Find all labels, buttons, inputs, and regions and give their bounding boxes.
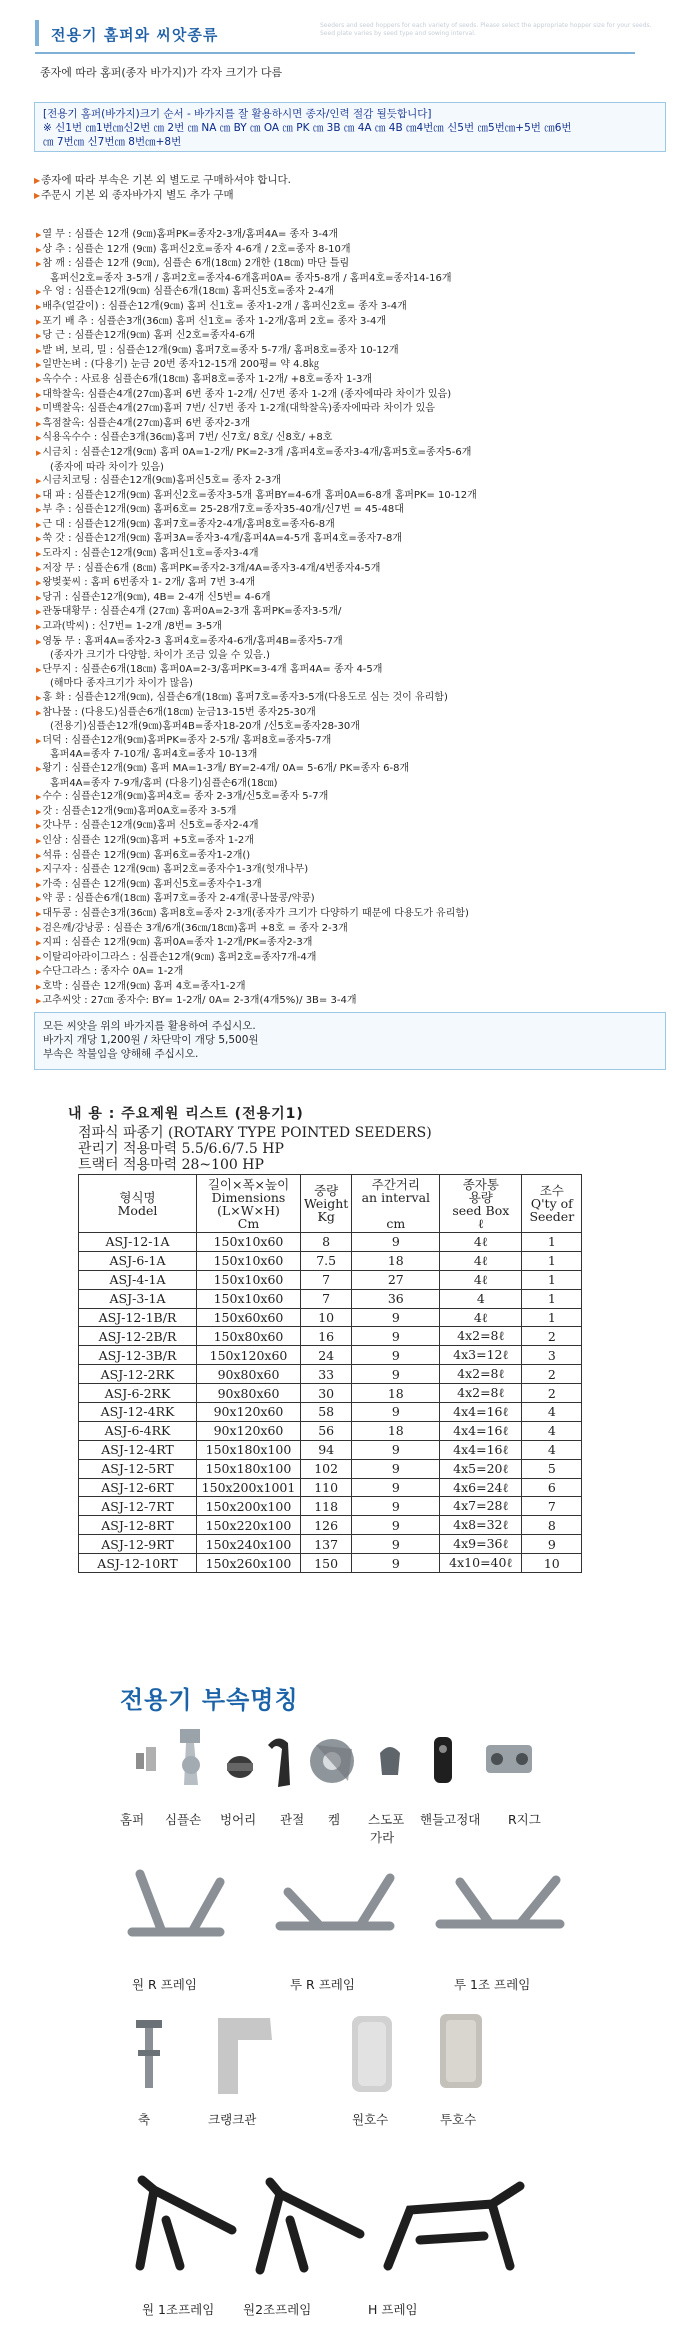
spec-table-row bbox=[79, 1554, 582, 1573]
part-label: 가라 bbox=[370, 1830, 395, 1845]
two-r-frame-image bbox=[280, 1878, 390, 1926]
part-label: 스도포 bbox=[368, 1812, 405, 1827]
seed-list-item: ▶ 대학찰옥: 심플손4개(27㎝)홈퍼 6번 종자 1-2개/ 신7번 종자 1-2개 (종자에따라 차이가 있음) bbox=[36, 388, 676, 403]
seed-list-item: ▶ 당 근 : 심플손12개(9㎝) 홈퍼 신2호=종자4-6개 bbox=[36, 329, 676, 344]
seed-list-item: (해마다 종자크기가 차이가 많음) bbox=[50, 678, 193, 690]
spec-table-cell: 1 bbox=[522, 1270, 582, 1289]
spec-table-cell: 150x200x100 bbox=[197, 1497, 301, 1516]
part-label: 원2조프레임 bbox=[243, 2302, 312, 2317]
one-hosu-image bbox=[352, 2016, 392, 2092]
spec-table-row bbox=[79, 1233, 582, 1252]
spec-table-cell: 150x180x100 bbox=[197, 1440, 301, 1459]
spec-table-cell: 4 bbox=[522, 1403, 582, 1422]
spec-table-cell: 10 bbox=[301, 1308, 352, 1327]
spec-table-cell: 150x220x100 bbox=[197, 1516, 301, 1535]
seed-list-item: ▶ 영동 무 : 홈퍼4A=종자2-3 홈퍼4호=종자4-6개/홈퍼4B=종자5-7개 bbox=[36, 635, 676, 650]
spec-table-cell: 4x2=8ℓ bbox=[440, 1384, 522, 1403]
spec-table-cell: ASJ-12-2RK bbox=[79, 1365, 197, 1384]
seed-list-item: ▶ 저장 무 : 심플손6개 (8㎝) 홈퍼PK=종자2-3개/4A=종자3-4개/4번종자4-5개 bbox=[36, 562, 676, 577]
spec-table-cell: 9 bbox=[352, 1308, 440, 1327]
spec-table-cell: ASJ-12-1A bbox=[79, 1233, 197, 1252]
spec-table-cell: 90x120x60 bbox=[197, 1421, 301, 1440]
spec-table-cell: 150x260x100 bbox=[197, 1554, 301, 1573]
seed-list-item: ▶ 인삼 : 심플손 12개(9㎝)홈퍼 +5호=종자 1-2개 bbox=[36, 834, 676, 849]
spec-table-cell: 33 bbox=[301, 1365, 352, 1384]
spec-table-cell: ASJ-6-4RK bbox=[79, 1421, 197, 1440]
spec-table-cell: 4 bbox=[522, 1421, 582, 1440]
spec-table-cell: 27 bbox=[352, 1270, 440, 1289]
spec-table-cell: 126 bbox=[301, 1516, 352, 1535]
spec-table-cell: 4x6=24ℓ bbox=[440, 1478, 522, 1497]
seed-list-item: ▶ 열 무 : 심플손 12개 (9㎝)홈퍼PK=종자2-3개/홈퍼4A= 종자 3-4개 bbox=[36, 228, 676, 243]
spec-table-cell: 90x80x60 bbox=[197, 1365, 301, 1384]
seed-list-item: ▶ 옥수수 : 사료용 심플손6개(18㎝) 홈퍼8호=종자 1-2개/ +8호=종자 1-3개 bbox=[36, 373, 676, 388]
spec-line: 관리기 적용마력 5.5/6.6/7.5 HP bbox=[78, 1141, 284, 1157]
seed-list-item: ▶ 수수 : 심플손12개(9㎝)홈퍼4호= 종자 2-3개/신5호=종자 5-7개 bbox=[36, 790, 676, 805]
seed-list-item: ▶ 약 콩 : 심플손6개(18㎝) 홈퍼7호=종자 2-4개(콩나물콩/약콩) bbox=[36, 892, 676, 907]
spec-table-cell: 9 bbox=[352, 1497, 440, 1516]
part-label: 크랭크관 bbox=[208, 2112, 257, 2127]
seed-list-item: ▶ 수단그라스 : 종자수 0A= 1-2개 bbox=[36, 965, 676, 980]
hopper-order-line1: [전용기 홈퍼(바가지)크기 순서 - 바가지를 잘 활용하시면 종자/인력 절감 될듯합니다] bbox=[43, 108, 432, 120]
seed-list-item: ▶ 홍 화 : 심플손12개(9㎝), 심플손6개(18㎝) 홈퍼7호=종자3-5개(다용도로 심는 것이 유리함) bbox=[36, 691, 676, 706]
spec-table-cell: 4x2=8ℓ bbox=[440, 1365, 522, 1384]
hopper-order-line3: ㎝ 7번㎝ 신7번㎝ 8번㎝+8번 bbox=[43, 136, 182, 148]
seed-list-item: ▶ 지피 : 심플손 12개(9㎝) 홈퍼0A=종자 1-2개/PK=종자2-3개 bbox=[36, 936, 676, 951]
seed-list-item: ▶ 밭 벼, 보리, 밀 : 심플손12개(9㎝) 홈퍼7호=종자 5-7개/ 홈퍼8호=종자 10-12개 bbox=[36, 344, 676, 359]
seed-list-item: ▶ 배추(얼갈이) : 심플손12개(9㎝) 홈퍼 신1호= 종자1-2개 / 홈퍼신2호= 종자 3-4개 bbox=[36, 300, 676, 315]
note-item: ▶ 종자에 따라 부속은 기본 외 별도로 구매하셔야 합니다. bbox=[34, 173, 291, 188]
seed-list-item: ▶ 도라지 : 심플손12개(9㎝) 홈퍼신1호=종자3-4개 bbox=[36, 547, 676, 562]
spec-table-cell: 9 bbox=[352, 1516, 440, 1535]
part-label: R지그 bbox=[508, 1812, 541, 1827]
spec-table-cell: 118 bbox=[301, 1497, 352, 1516]
seed-list-item: ▶ 시금치 : 심플손12개(9㎝) 홈퍼 0A=1-2개/ PK=2-3개 /홈퍼4호=종자3-4개/홈퍼5호=종자5-6개 bbox=[36, 446, 676, 461]
spec-table-cell: 4x3=12ℓ bbox=[440, 1346, 522, 1365]
spec-table-cell: 36 bbox=[352, 1289, 440, 1308]
seed-list-item: ▶ 참나물 : (다용도)심플손6개(18㎝) 눈금13-15번 종자25-30개 bbox=[36, 706, 676, 721]
rjig-image bbox=[486, 1745, 532, 1773]
spec-table-cell: 9 bbox=[352, 1440, 440, 1459]
spec-table-row bbox=[79, 1308, 582, 1327]
spec-table-row bbox=[79, 1365, 582, 1384]
part-label: H 프레임 bbox=[368, 2302, 418, 2317]
spec-table-cell: 30 bbox=[301, 1384, 352, 1403]
spec-table-row bbox=[79, 1478, 582, 1497]
spec-table-row bbox=[79, 1459, 582, 1478]
spec-table-cell: 9 bbox=[352, 1327, 440, 1346]
seed-list-item: ▶ 당귀 : 심플손12개(9㎝), 4B= 2-4개 신5번= 4-6개 bbox=[36, 591, 676, 606]
spec-table-cell: 1 bbox=[522, 1251, 582, 1270]
header-accent-bar bbox=[35, 20, 39, 46]
spec-table-cell: 4ℓ bbox=[440, 1270, 522, 1289]
seed-list bbox=[36, 228, 676, 1009]
spec-table-cell: 9 bbox=[352, 1346, 440, 1365]
spec-table-cell: 9 bbox=[522, 1535, 582, 1554]
cam-image bbox=[310, 1739, 354, 1783]
spec-table-cell: ASJ-12-2B/R bbox=[79, 1327, 197, 1346]
spec-table-cell: 9 bbox=[352, 1554, 440, 1573]
spec-table-row bbox=[79, 1516, 582, 1535]
parts-row3-images bbox=[120, 2010, 520, 2100]
spec-table-cell: ASJ-12-9RT bbox=[79, 1535, 197, 1554]
spec-table-cell: 9 bbox=[352, 1478, 440, 1497]
seed-list-item: ▶ 지구자 : 심플손 12개(9㎝) 홈퍼2호=종자수1-3개(헛개나무) bbox=[36, 863, 676, 878]
spec-table-row bbox=[79, 1421, 582, 1440]
spec-table-cell: 150x60x60 bbox=[197, 1308, 301, 1327]
seed-list-item: (종자에 따라 차이가 있음) bbox=[50, 461, 164, 473]
spec-table-cell: 150 bbox=[301, 1554, 352, 1573]
spec-table-cell: 4x8=32ℓ bbox=[440, 1516, 522, 1535]
spec-table-cell: 150x10x60 bbox=[197, 1270, 301, 1289]
seed-list-item: ▶ 일반논벼 : (다용기) 눈금 20번 종자12-15개 200평= 약 4.8㎏ bbox=[36, 358, 676, 373]
spec-table-cell: 4ℓ bbox=[440, 1251, 522, 1270]
seed-list-item: ▶ 대 파 : 심플손12개(9㎝) 홈퍼신2호=종자3-5개 홈퍼BY=4-6개 홈퍼0A=6-8개 홈퍼PK= 10-12개 bbox=[36, 489, 676, 504]
spec-table-cell: 4x10=40ℓ bbox=[440, 1554, 522, 1573]
seed-list-item: ▶ 더덕 : 심플손12개(9㎝)홈퍼PK=종자 2-5개/ 홈퍼8호=종자5-7개 bbox=[36, 734, 676, 749]
spec-table-cell: 18 bbox=[352, 1421, 440, 1440]
part-label: 투 R 프레임 bbox=[290, 1977, 355, 1992]
part-label: 관절 bbox=[280, 1812, 305, 1827]
spec-table-cell: 2 bbox=[522, 1327, 582, 1346]
spec-table-cell: ASJ-12-4RK bbox=[79, 1403, 197, 1422]
th-qty: 조수 Q'ty of Seeder bbox=[522, 1175, 582, 1233]
spec-table-cell: 5 bbox=[522, 1459, 582, 1478]
crank-tube-image bbox=[218, 2018, 272, 2094]
part-label: 축 bbox=[138, 2112, 151, 2127]
spec-table-row bbox=[79, 1346, 582, 1365]
seed-list-item: 홈퍼4A=종자 7-10개/ 홈퍼4호=종자 10-13개 bbox=[50, 749, 258, 761]
note-item: ▶ 주문시 기본 외 종자바가지 별도 추가 구매 bbox=[34, 188, 291, 203]
spec-table-row bbox=[79, 1440, 582, 1459]
spec-table-cell: ASJ-12-3B/R bbox=[79, 1346, 197, 1365]
stopper-image bbox=[380, 1747, 400, 1775]
spec-table-cell: 90x80x60 bbox=[197, 1384, 301, 1403]
page-title: 전용기 홈퍼와 씨앗종류 bbox=[51, 26, 219, 44]
seed-list-item: ▶ 흑점찰옥: 심플손4개(27㎝)홈퍼 6번 종자2-3개 bbox=[36, 417, 676, 432]
spec-table-cell: 9 bbox=[352, 1459, 440, 1478]
notice-box bbox=[34, 1012, 666, 1070]
spec-table-cell: 8 bbox=[301, 1233, 352, 1252]
spec-table-cell: 150x80x60 bbox=[197, 1327, 301, 1346]
seed-list-item: ▶ 미백찰옥: 심플손4개(27㎝)홈퍼 7번/ 신7번 종자 1-2개(대학찰옥)종자에따라 차이가 있음 bbox=[36, 402, 676, 417]
seed-list-item: ▶ 고과(박씨) : 신7번= 1-2개 /8번= 3-5개 bbox=[36, 620, 676, 635]
spec-table-cell: 1 bbox=[522, 1233, 582, 1252]
seed-list-item: 홈퍼4A=종자 7-9개/홈퍼 (다용기)심플손6개(18㎝) bbox=[50, 777, 278, 789]
spec-table-cell: 150x10x60 bbox=[197, 1233, 301, 1252]
seed-list-item: ▶ 왕벚꽃씨 : 홈퍼 6번종자 1- 2개/ 홈퍼 7번 3-4개 bbox=[36, 576, 676, 591]
seed-list-item: ▶ 고추씨앗 : 27㎝ 종자수: BY= 1-2개/ 0A= 2-3개(4개5%)/ 3B= 3-4개 bbox=[36, 994, 676, 1009]
spec-table-cell: 7 bbox=[301, 1289, 352, 1308]
spec-table-cell: 7.5 bbox=[301, 1251, 352, 1270]
parts-row1-images bbox=[128, 1725, 598, 1805]
spec-table-cell: 137 bbox=[301, 1535, 352, 1554]
spec-table-row bbox=[79, 1270, 582, 1289]
part-label: 원 1조프레임 bbox=[142, 2302, 215, 2317]
th-weight: 중량 Weight Kg bbox=[301, 1175, 352, 1233]
spec-table-cell: 4ℓ bbox=[440, 1308, 522, 1327]
spec-table-cell: ASJ-4-1A bbox=[79, 1270, 197, 1289]
spec-table-cell: 56 bbox=[301, 1421, 352, 1440]
seed-list-item: (전용기)심플손12개(9㎝)홈퍼4B=종자18-20개 /신5호=종자28-30개 bbox=[50, 721, 360, 733]
seed-list-item: ▶ 호박 : 심플손 12개(9㎝) 홈퍼 4호=종자1-2개 bbox=[36, 980, 676, 995]
spec-table-cell: 150x10x60 bbox=[197, 1251, 301, 1270]
seed-list-item: 홈퍼신2호=종자 3-5개 / 홈퍼2호=종자4-6개홈퍼0A= 종자5-8개 / 홈퍼4호=종자14-16개 bbox=[50, 272, 452, 284]
spec-table-row bbox=[79, 1384, 582, 1403]
spec-table-cell: 4 bbox=[522, 1440, 582, 1459]
header-faint-text: Seeders and seed hoppers for each variety of seeds. Please select the appropriate hopper size for your seeds. Seed plate varies by seed type and sowing interval. bbox=[320, 22, 652, 37]
spec-table-cell: 4x4=16ℓ bbox=[440, 1440, 522, 1459]
spec-table-cell: ASJ-12-5RT bbox=[79, 1459, 197, 1478]
seed-list-item: ▶ 쑥 갓 : 심플손12개(9㎝) 홈퍼3A=종자3-4개/홈퍼4A=4-5개 홈퍼4호=종자7-8개 bbox=[36, 532, 676, 547]
spec-table-row bbox=[79, 1327, 582, 1346]
h-frame-image bbox=[388, 2186, 520, 2266]
spec-table-cell: 4x2=8ℓ bbox=[440, 1327, 522, 1346]
spec-table-cell: 2 bbox=[522, 1384, 582, 1403]
spec-table-cell: 4x7=28ℓ bbox=[440, 1497, 522, 1516]
spec-table-cell: ASJ-12-8RT bbox=[79, 1516, 197, 1535]
spec-table-cell: 102 bbox=[301, 1459, 352, 1478]
spec-table-cell: 4x5=20ℓ bbox=[440, 1459, 522, 1478]
spec-table-cell: 150x240x100 bbox=[197, 1535, 301, 1554]
spec-table-cell: 9 bbox=[352, 1365, 440, 1384]
intro-text: 종자에 따라 홈퍼(종자 바가지)가 각자 크기가 다름 bbox=[40, 66, 283, 79]
spec-table-cell: 16 bbox=[301, 1327, 352, 1346]
seed-list-item: ▶ 갓 : 심플손12개(9㎝)홈퍼0A호=종자 3-5개 bbox=[36, 805, 676, 820]
seed-list-item: ▶ 이탈리아라이그라스 : 심플손12개(9㎝) 홈퍼2호=종자7개-4개 bbox=[36, 951, 676, 966]
spec-table-row bbox=[79, 1289, 582, 1308]
part-label: 투호수 bbox=[440, 2112, 477, 2127]
notice-line: 모든 씨앗을 위의 바가지를 활용하여 주십시오. bbox=[43, 1020, 256, 1032]
spec-table-row bbox=[79, 1535, 582, 1554]
simpleson-image bbox=[180, 1729, 200, 1785]
hopper-order-box bbox=[34, 102, 666, 152]
seed-list-item: ▶ 가죽 : 심플손 12개(9㎝) 홈퍼신5호=종자수1-3개 bbox=[36, 878, 676, 893]
shaft-image bbox=[136, 2020, 162, 2088]
spec-table-cell: 9 bbox=[352, 1535, 440, 1554]
parts-row2-images bbox=[120, 1862, 590, 1962]
part-label: 원호수 bbox=[352, 2112, 389, 2127]
th-model: 형식명 Model bbox=[79, 1175, 197, 1233]
notice-line: 바가지 개당 1,200원 / 차단막이 개당 5,500원 bbox=[43, 1034, 259, 1046]
two-hosu-image bbox=[440, 2014, 482, 2088]
page-header bbox=[35, 14, 652, 54]
joint-image bbox=[268, 1738, 290, 1787]
spec-table-cell: 4x4=16ℓ bbox=[440, 1421, 522, 1440]
spec-table-row bbox=[79, 1403, 582, 1422]
part-label: 심플손 bbox=[165, 1812, 202, 1827]
seed-list-item: ▶ 황기 : 심플손12개(9㎝) 홈퍼 MA=1-3개/ BY=2-4개/ 0A= 5-6개/ PK=종자 6-8개 bbox=[36, 762, 676, 777]
seed-list-item: ▶ 근 대 : 심플손12개(9㎝) 홈퍼7호=종자2-4개/홈퍼8호=종자6-8개 bbox=[36, 518, 676, 533]
spec-table-cell: 8 bbox=[522, 1516, 582, 1535]
spec-table-cell: 3 bbox=[522, 1346, 582, 1365]
spec-table-cell: 58 bbox=[301, 1403, 352, 1422]
parts-row4-images bbox=[120, 2170, 600, 2280]
part-label: 원 R 프레임 bbox=[132, 1977, 197, 1992]
spec-table-cell: 1 bbox=[522, 1308, 582, 1327]
th-seedbox: 종자통 용량 seed Box ℓ bbox=[440, 1175, 522, 1233]
spec-table-cell: ASJ-12-7RT bbox=[79, 1497, 197, 1516]
spec-table-cell: 94 bbox=[301, 1440, 352, 1459]
spec-table-header bbox=[79, 1175, 582, 1233]
spec-table-cell: 150x10x60 bbox=[197, 1289, 301, 1308]
spec-table-cell: ASJ-3-1A bbox=[79, 1289, 197, 1308]
seed-list-item: ▶ 석류 : 심플손 12개(9㎝) 홈퍼6호=종자1-2개() bbox=[36, 849, 676, 864]
one-1jo-frame-image bbox=[140, 2180, 232, 2266]
seed-list-item: ▶ 대두콩 : 심플손3개(36㎝) 홈퍼8호=종자 2-3개(종자가 크기가 다양하기 때문에 다용도가 유리함) bbox=[36, 907, 676, 922]
part-label: 투 1조 프레임 bbox=[454, 1977, 531, 1992]
seed-list-item: ▶ 식용옥수수 : 심플손3개(36㎝)홈퍼 7번/ 신7호/ 8호/ 신8호/ +8호 bbox=[36, 431, 676, 446]
spec-table-cell: 9 bbox=[352, 1403, 440, 1422]
spec-table-cell: 4 bbox=[440, 1289, 522, 1308]
seed-list-item: (종자가 크기가 다양함. 차이가 조금 있을 수 있음.) bbox=[50, 650, 270, 662]
part-label: 핸들고정대 bbox=[420, 1812, 481, 1827]
mitten-image bbox=[227, 1756, 253, 1778]
notice-line: 부속은 착불임을 양해해 주십시오. bbox=[43, 1048, 199, 1060]
spec-table-cell: ASJ-6-2RK bbox=[79, 1384, 197, 1403]
seed-list-item: ▶ 부 추 : 심플손12개(9㎝) 홈퍼6호= 25-28개7호=종자35-40개/신7번 = 45-48대 bbox=[36, 503, 676, 518]
spec-table-cell: 150x180x100 bbox=[197, 1459, 301, 1478]
spec-table-row bbox=[79, 1251, 582, 1270]
spec-table-cell: 150x200x1001 bbox=[197, 1478, 301, 1497]
seed-list-item: ▶ 검은깨/강낭콩 : 심플손 3개/6개(36㎝/18㎝)홈퍼 +8호 = 종자 2-3개 bbox=[36, 922, 676, 937]
spec-table-cell: 90x120x60 bbox=[197, 1403, 301, 1422]
spec-table-cell: ASJ-12-10RT bbox=[79, 1554, 197, 1573]
seed-list-item: ▶ 관동대황무 : 심플손4개 (27㎝) 홈퍼0A=2-3개 홈퍼PK=종자3-5개/ bbox=[36, 605, 676, 620]
purchase-notes bbox=[34, 173, 291, 203]
spec-table-cell: 4x9=36ℓ bbox=[440, 1535, 522, 1554]
part-label: 벙어리 bbox=[220, 1812, 257, 1827]
spec-line: 트랙터 적용마력 28~100 HP bbox=[78, 1157, 264, 1173]
spec-table-cell: ASJ-12-1B/R bbox=[79, 1308, 197, 1327]
spec-line: 점파식 파종기 (ROTARY TYPE POINTED SEEDERS) bbox=[78, 1125, 432, 1141]
seed-list-item: ▶ 포기 배 추 : 심플손3개(36㎝) 홈퍼 신1호= 종자 1-2개/홈퍼 2호= 종자 3-4개 bbox=[36, 315, 676, 330]
parts-title: 전용기 부속명칭 bbox=[120, 1686, 299, 1714]
spec-table-cell: ASJ-6-1A bbox=[79, 1251, 197, 1270]
one-2jo-frame-image bbox=[260, 2182, 360, 2270]
spec-table-cell: 150x120x60 bbox=[197, 1346, 301, 1365]
seed-list-item: ▶ 갓나무 : 심플손12개(9㎝)홈퍼 신5호=종자2-4개 bbox=[36, 819, 676, 834]
spec-table-cell: 4x4=16ℓ bbox=[440, 1403, 522, 1422]
spec-table-cell: 110 bbox=[301, 1478, 352, 1497]
part-label: 홈퍼 bbox=[120, 1812, 145, 1827]
spec-table-cell: ASJ-12-4RT bbox=[79, 1440, 197, 1459]
spec-table-cell: 6 bbox=[522, 1478, 582, 1497]
seed-list-item: ▶ 시금치코팅 : 심플손12개(9㎝)홈퍼신5호= 종자 2-3개 bbox=[36, 474, 676, 489]
th-dimensions: 길이×폭×높이 Dimensions (L×W×H) Cm bbox=[197, 1175, 301, 1233]
spec-table-cell: 7 bbox=[522, 1497, 582, 1516]
spec-section-title: 내 용 : 주요제원 리스트 (전용기1) bbox=[68, 1106, 304, 1122]
spec-table-cell: 18 bbox=[352, 1384, 440, 1403]
th-interval: 주간거리 an interval cm bbox=[352, 1175, 440, 1233]
spec-table bbox=[78, 1174, 582, 1573]
spec-table-cell: 9 bbox=[352, 1233, 440, 1252]
spec-table-cell: 2 bbox=[522, 1365, 582, 1384]
one-r-frame-image bbox=[132, 1874, 220, 1932]
seed-list-item: ▶ 상 추 : 심플손 12개 (9㎝) 홈퍼신2호=종자 4-6개 / 2호=종자 8-10개 bbox=[36, 243, 676, 258]
spec-table-body bbox=[79, 1233, 582, 1573]
spec-table-cell: 24 bbox=[301, 1346, 352, 1365]
spec-table-cell: 7 bbox=[301, 1270, 352, 1289]
handle-fixer-image bbox=[434, 1737, 452, 1783]
seed-list-item: ▶ 참 깨 : 심플손 12개 (9㎝), 심플손 6개(18㎝) 2개한 (18㎝) 마단 틀림 bbox=[36, 257, 676, 272]
spec-table-cell: 18 bbox=[352, 1251, 440, 1270]
two-1jo-frame-image bbox=[440, 1880, 560, 1924]
spec-table-cell: 1 bbox=[522, 1289, 582, 1308]
part-label: 켐 bbox=[328, 1812, 341, 1827]
spec-table-cell: ASJ-12-6RT bbox=[79, 1478, 197, 1497]
hopper-order-line2: ※ 신1번 ㎝1번㎝신2번 ㎝ 2번 ㎝ NA ㎝ BY ㎝ OA ㎝ PK ㎝ 3B ㎝ 4A ㎝ 4B ㎝4번㎝ 신5번 ㎝5번㎝+5번 ㎝6번 bbox=[43, 122, 572, 134]
seed-list-item: ▶ 단무지 : 심플손6개(18㎝) 홈퍼0A=2-3/홈퍼PK=3-4개 홈퍼4A= 종자 4-5개 bbox=[36, 663, 676, 678]
spec-table-cell: 4ℓ bbox=[440, 1233, 522, 1252]
spec-table-row bbox=[79, 1497, 582, 1516]
seed-list-item: ▶ 우 엉 : 심플손12개(9㎝) 심플손6개(18㎝) 홈퍼신5호=종자 2-4개 bbox=[36, 285, 676, 300]
spec-table-cell: 10 bbox=[522, 1554, 582, 1573]
hopper-image bbox=[136, 1747, 156, 1771]
